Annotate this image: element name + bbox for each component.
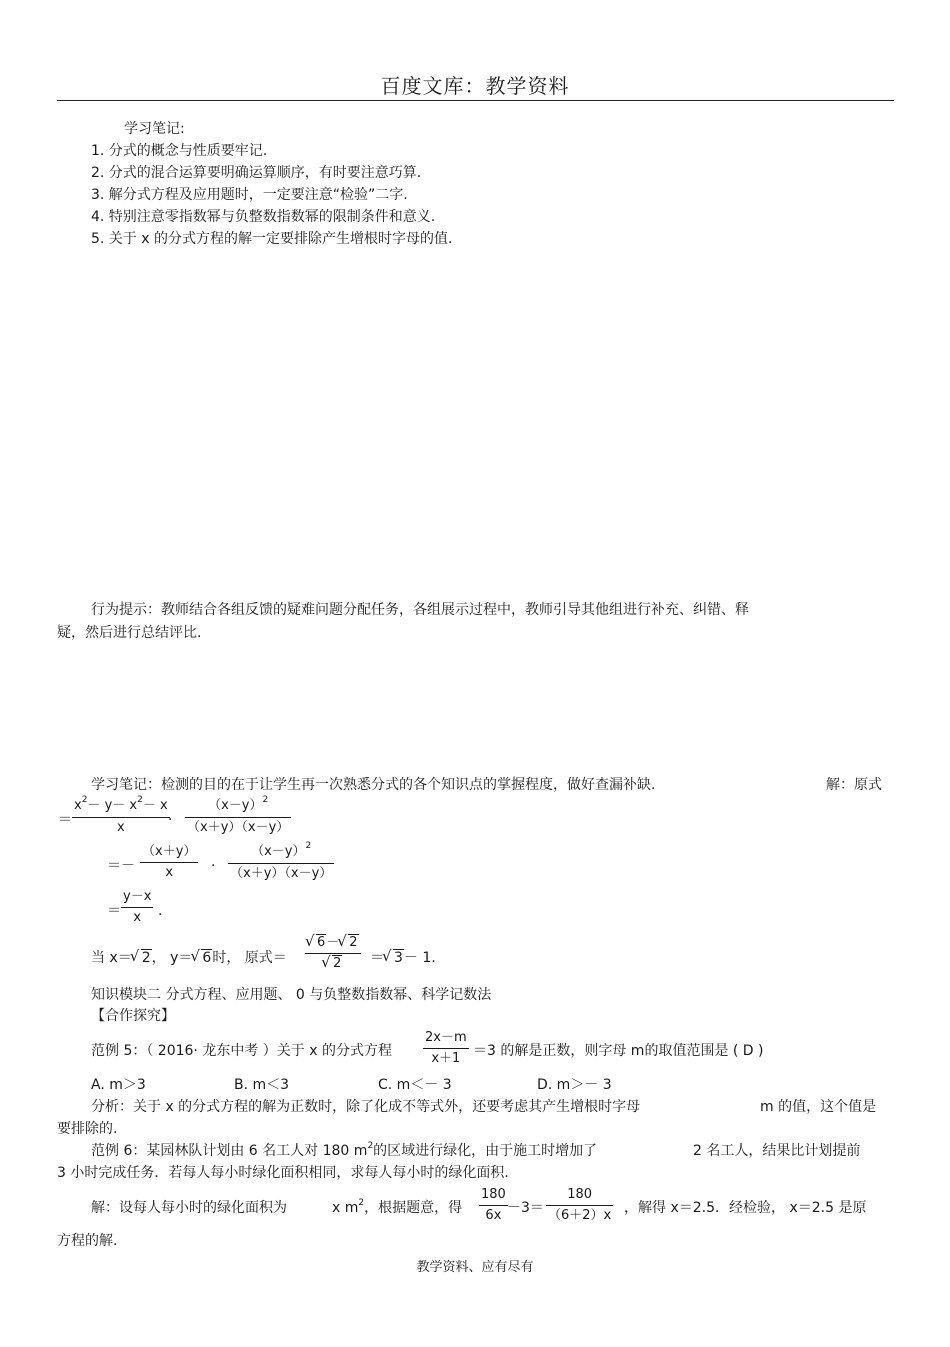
period: . [158,903,163,919]
option-d: D. m＞－ 3 [537,1077,612,1093]
fraction-step1-b: $(x-y)^2$ （x＋y）（x－y） [187,795,290,835]
page-footer: 教学资料、应有尽有 [416,1260,534,1275]
minus-three: －3＝ [507,1200,544,1216]
option-c: C. m＜－ 3 [378,1077,452,1093]
tip-line-2: 疑，然后进行总结评比. [57,625,202,641]
example6-solution-end: 方程的解. [57,1233,118,1249]
notes-heading: 学习笔记: [124,121,185,137]
example6-solution-prefix: 解：设每人每小时的绿化面积为 [91,1200,287,1216]
note-item-3: 3. 解分式方程及应用题时，一定要注意“检验”二字. [91,187,408,203]
analysis-line-2: 要排除的. [57,1121,118,1137]
example5-prefix: 范例 5：（ 2016· 龙东中考 ）关于 x 的分式方程 [91,1043,392,1059]
sqrt-2: √ 2 [132,948,152,968]
fraction-180-8x: 180 （6＋2）x [548,1187,612,1223]
page-title: 百度文库：教学资料 [380,74,570,98]
fraction-evaluate: √ 6－√ 2 √ 2 [305,934,361,973]
analysis-line-1: 分析：关于 x 的分式方程的解为正数时，除了化成不等式外，还要考虑其产生增根时字母 [91,1099,641,1115]
header-divider [57,100,894,101]
option-b: B. m＜3 [234,1077,290,1093]
equals-sign: ＝ [107,903,121,919]
multiply-dot: · [211,858,216,874]
note-item-2: 2. 分式的混合运算要明确运算顺序，有时要注意巧算. [91,165,422,181]
note-item-5: 5. 关于 x 的分式方程的解一定要排除产生增根时字母的值. [91,231,453,247]
example6-unit: x $m^2$，根据题意，得 [332,1198,463,1216]
coop-heading: 【合作探究】 [91,1008,175,1024]
note-item-4: 4. 特别注意零指数幂与负整数指数幂的限制条件和意义. [91,209,436,225]
multiply-dot: · [168,812,173,828]
sqrt-6: √ 6 [192,948,212,968]
equals-minus: ＝－ [107,858,135,874]
evaluate-result: ＝√ 3－ 1. [370,948,436,968]
fraction-step1-a: $x^2- y- x^2- x$ x [74,795,168,835]
fraction-step3: y－x x [123,889,152,925]
module-title: 知识模块二 分式方程、应用题、 0 与负整数指数幂、科学记数法 [91,987,492,1003]
fraction-step2-a: （x＋y） x [142,844,197,880]
example6-line1: 范例 6：某园林队计划由 6 名工人对 180 $m^2$的区域进行绿化，由于施工时增加了 [91,1141,598,1159]
tip-line-1: 行为提示：教师结合各组反馈的疑难问题分配任务，各组展示过程中，教师引导其他组进行补充、纠错、释 [91,602,749,618]
answer-label: 解：原式 [826,777,882,793]
evaluate-line: 当 x＝√ 2， y＝√ 6时， 原式＝ [91,948,287,968]
analysis-line-1b: m 的值，这个值是 [760,1099,877,1115]
notes2-text: 学习笔记：检测的目的在于让学生再一次熟悉分式的各个知识点的掌握程度，做好查漏补缺. [91,777,656,793]
example6-line2: 3 小时完成任务．若每人每小时绿化面积相同，求每人每小时的绿化面积. [57,1165,509,1181]
equals-sign: ＝ [58,812,72,828]
fraction-180-6x: 180 6x [481,1187,506,1223]
note-item-1: 1. 分式的概念与性质要牢记. [91,143,268,159]
fraction-step2-b: $(x-y)^2$ （x＋y）（x－y） [230,841,333,881]
option-a: A. m＞3 [91,1077,146,1093]
fraction-example5: 2x－m x＋1 [425,1030,467,1066]
example5-suffix: ＝3 的解是正数，则字母 m的取值范围是 ( D ) [473,1043,764,1059]
example6-solution-suffix: ，解得 x＝2.5．经检验， x＝2.5 是原 [624,1200,867,1216]
example6-line1c: 2 名工人，结果比计划提前 [693,1143,861,1159]
